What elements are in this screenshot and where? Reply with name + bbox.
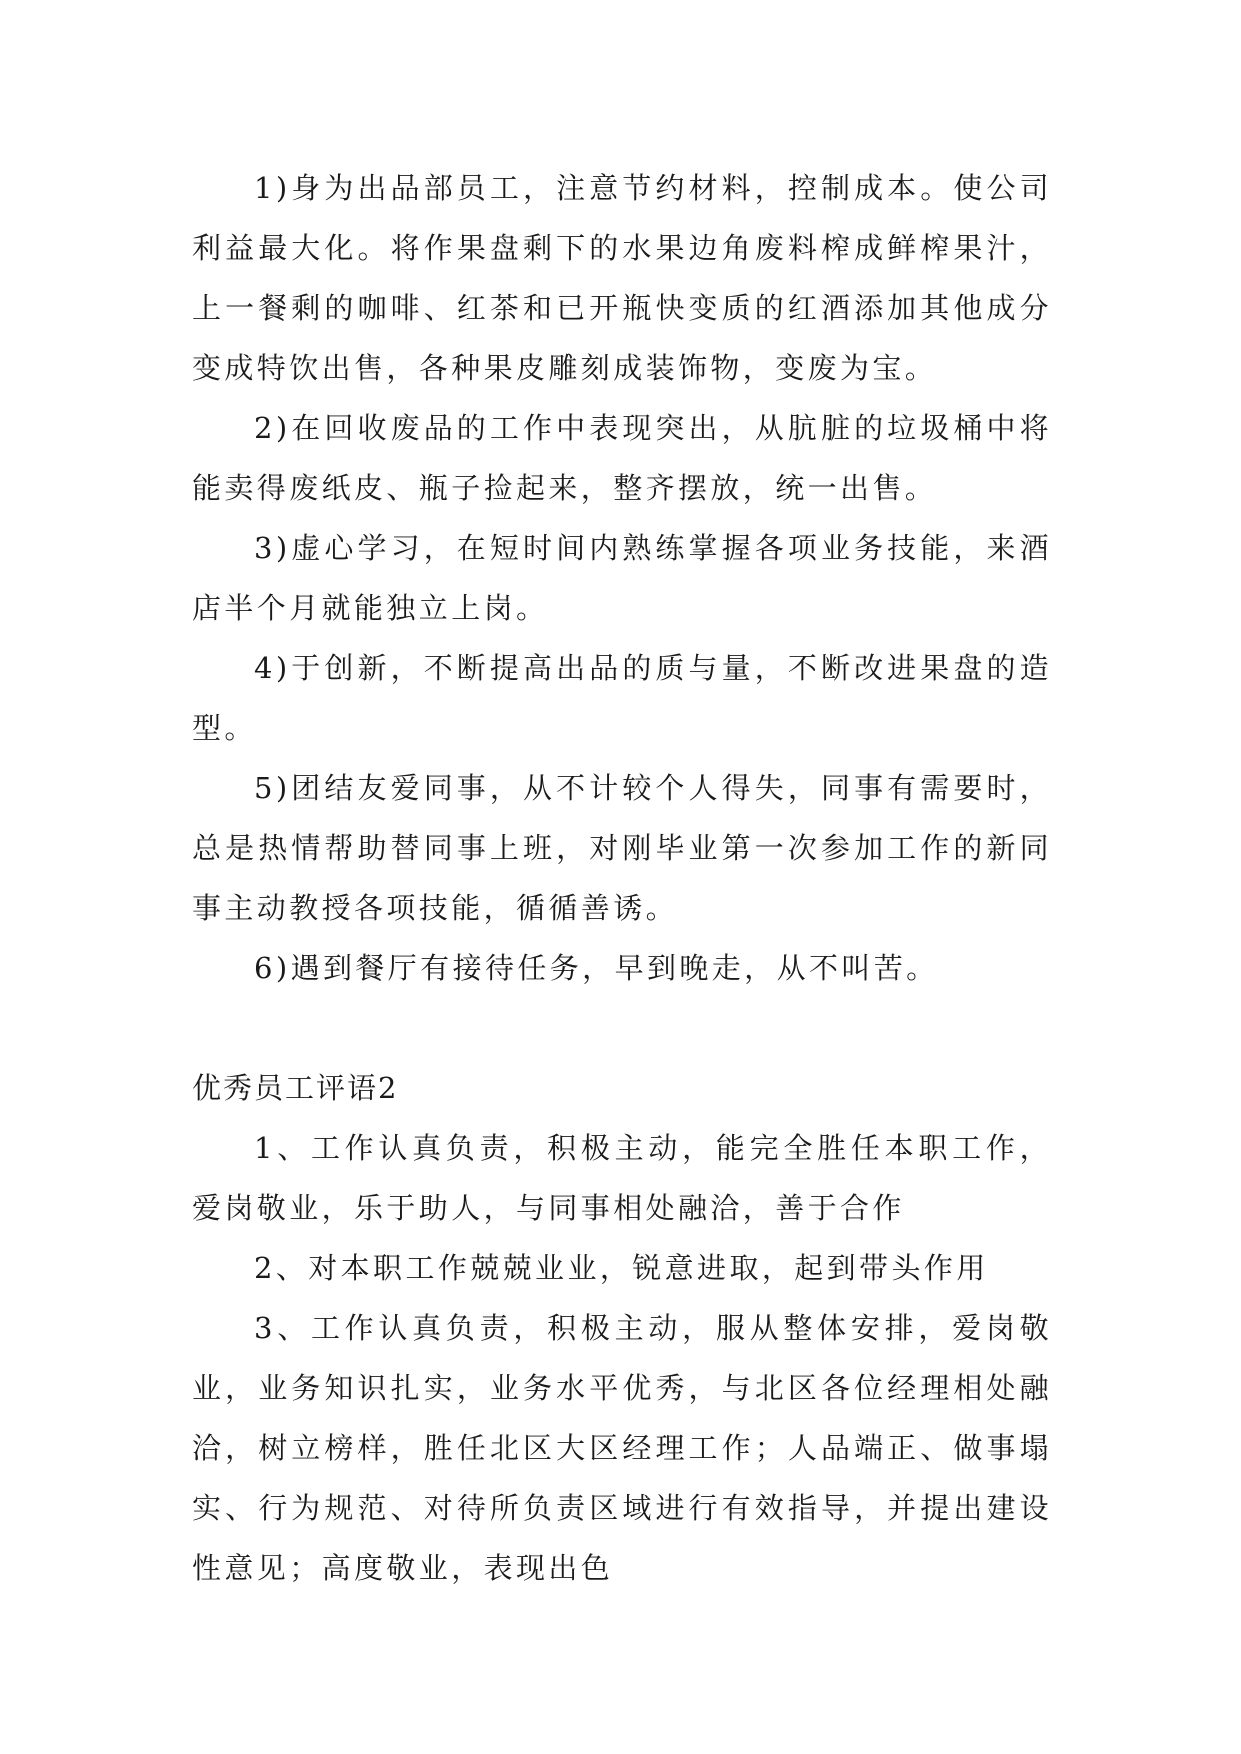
paragraph-item-6: 6)遇到餐厅有接待任务，早到晚走，从不叫苦。 [254, 951, 939, 985]
comment-item-3: 3、工作认真负责，积极主动，服从整体安排，爱岗敬业，业务知识扎实，业务水平优秀，与北区各位经理相处融洽，树立榜样，胜任北区大区经理工作；人品端正、做事塌实、行为规范、对待所负责区域进行有效指导，并提出建设性意见；高度敬业，表现出色 [192, 1311, 1052, 1585]
paragraph-item-1: 1)身为出品部员工，注意节约材料，控制成本。使公司利益最大化。将作果盘剩下的水果边角废料榨成鲜榨果汁，上一餐剩的咖啡、红茶和已开瓶快变质的红酒添加其他成分变成特饮出售，各种果皮雕刻成装饰物，变废为宝。 [192, 171, 1052, 385]
comment-item-1: 1、工作认真负责，积极主动，能完全胜任本职工作，爱岗敬业，乐于助人，与同事相处融洽，善于合作 [192, 1131, 1052, 1225]
paragraph-item-3: 3)虚心学习，在短时间内熟练掌握各项业务技能，来酒店半个月就能独立上岗。 [192, 531, 1052, 625]
document-body [192, 158, 1052, 1598]
paragraph-item-4: 4)于创新，不断提高出品的质与量，不断改进果盘的造型。 [192, 651, 1052, 745]
paragraph-item-5: 5)团结友爱同事，从不计较个人得失，同事有需要时，总是热情帮助替同事上班，对刚毕业第一次参加工作的新同事主动教授各项技能，循循善诱。 [192, 771, 1052, 925]
comment-item-2: 2、对本职工作兢兢业业，锐意进取，起到带头作用 [254, 1251, 989, 1285]
section-heading: 优秀员工评语2 [192, 1071, 399, 1105]
paragraph-item-2: 2)在回收废品的工作中表现突出，从肮脏的垃圾桶中将能卖得废纸皮、瓶子捡起来，整齐摆放，统一出售。 [192, 411, 1052, 505]
